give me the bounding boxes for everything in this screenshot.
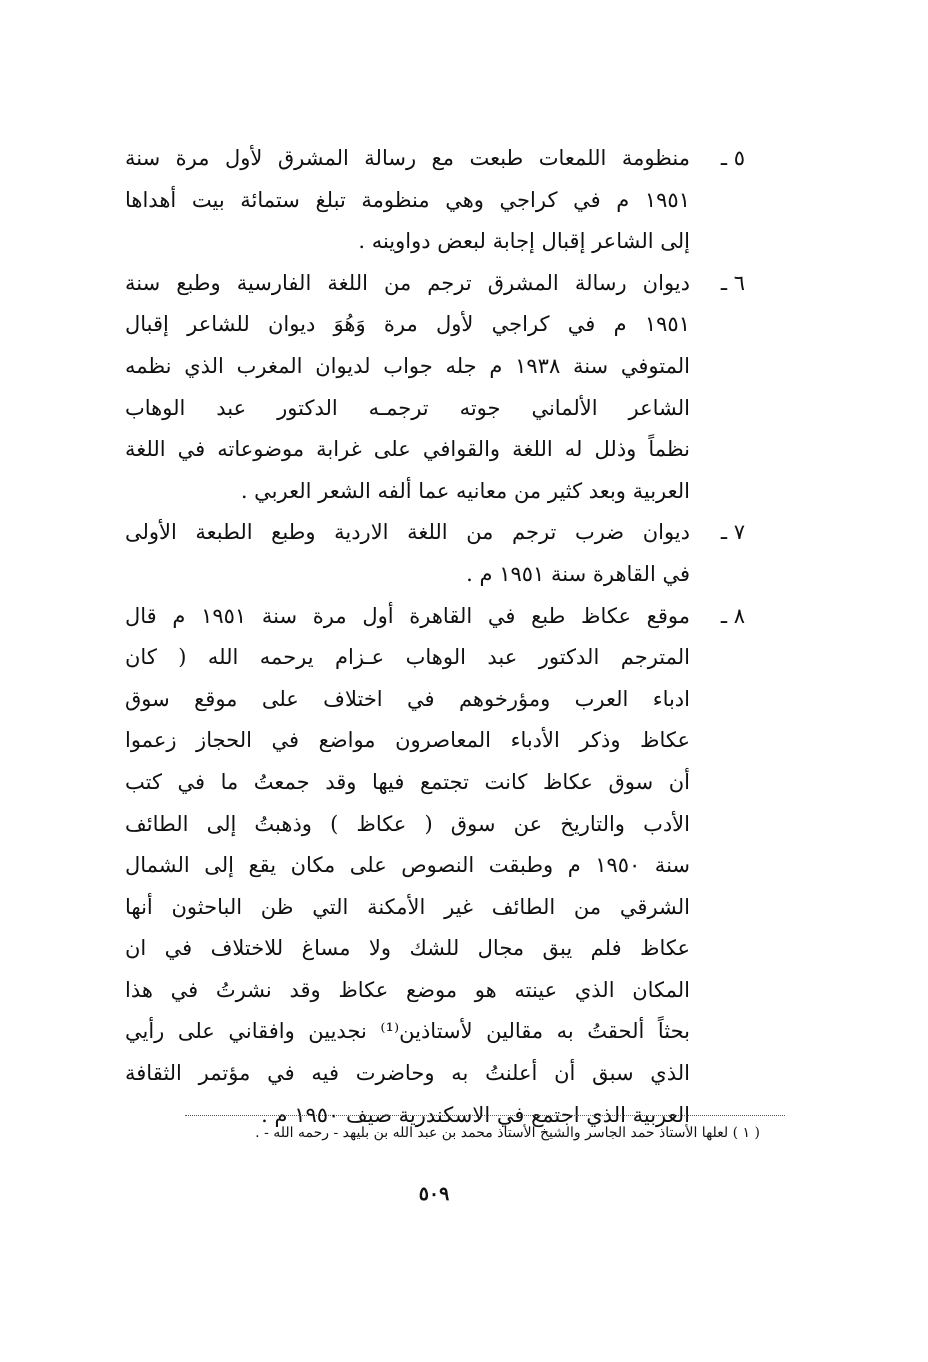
- footnote: ( ١ ) لعلها الأستاذ حمد الجاسر والشيخ الأستاذ محمد بن عبد الله بن بليهد - رحمه الله - .: [255, 1125, 760, 1141]
- text-line: الذي سبق أن أعلنتُ به وحاضرت فيه في مؤتمر الثقافة: [125, 1061, 690, 1086]
- text-line: ديوان رسالة المشرق ترجم من اللغة الفارسية وطبع سنة: [125, 270, 690, 295]
- text-line: الشرقي من الطائف غير الأمكنة التي ظن الباحثون أنها: [125, 894, 690, 919]
- text-line: سنة ١٩٥٠ م وطبقت النصوص على مكان يقع إلى الشمال: [125, 853, 690, 878]
- list-item: [125, 263, 745, 513]
- text-line: ادباء العرب ومؤرخوهم في اختلاف على موقع سوق: [125, 686, 690, 711]
- text-line: إلى الشاعر إقبال إجابة لبعض دواوينه .: [358, 229, 690, 254]
- text-line: العربية وبعد كثير من معانيه عما ألفه الشعر العربي .: [240, 478, 690, 503]
- list-item: [125, 512, 745, 595]
- text-line: الشاعر الألماني جوته ترجمـه الدكتور عبد الوهاب: [125, 395, 690, 420]
- entry-number: ٨ ـ: [720, 603, 745, 628]
- text-line: الأدب والتاريخ عن سوق ( عكاظ ) وذهبتُ إلى الطائف: [125, 811, 690, 836]
- entry-number: ٦ ـ: [720, 270, 745, 295]
- footnote-divider: [185, 1115, 785, 1116]
- text-line: المترجم الدكتور عبد الوهاب عـزام يرحمه الله ( كان: [125, 645, 690, 670]
- page-number: ٥٠٩: [418, 1183, 450, 1205]
- text-line: المتوفي سنة ١٩٣٨ م جله جواب لديوان المغرب الذي نظمه: [125, 353, 690, 378]
- text-line: المكان الذي عينته هو موضع عكاظ وقد نشرتُ في هذا: [125, 977, 690, 1002]
- text-line: ١٩٥١ م في كراجي وهي منظومة تبلغ ستمائة بيت أهداها: [125, 187, 690, 212]
- list-item: [125, 138, 745, 263]
- text-line: نظماً وذلل له اللغة والقوافي على غرابة موضوعاته في اللغة: [125, 437, 690, 462]
- text-line: عكاظ وذكر الأدباء المعاصرون مواضع في الحجاز زعموا: [125, 728, 690, 753]
- entry-number: ٥ ـ: [720, 146, 745, 170]
- list-item: [125, 596, 745, 1137]
- text-line: منظومة اللمعات طبعت مع رسالة المشرق لأول مرة سنة: [125, 146, 690, 170]
- text-line: ديوان ضرب ترجم من اللغة الاردية وطبع الطبعة الأولى: [125, 520, 690, 545]
- text-line: موقع عكاظ طبع في القاهرة أول مرة سنة ١٩٥١ م قال: [125, 603, 690, 628]
- text-line: العربية الذي اجتمع في الاسكندرية صيف ١٩٥٠ م .: [261, 1102, 690, 1127]
- text-line: أن سوق عكاظ كانت تجتمع فيها وقد جمعتُ ما في كتب: [125, 769, 690, 794]
- text-line: بحثاً ألحقتُ به مقالين لأستاذين⁽¹⁾ نجديين وافقاني على رأيي: [125, 1019, 690, 1044]
- main-text: [125, 138, 745, 1136]
- text-line: عكاظ فلم يبق مجال للشك ولا مساغ للاختلاف في ان: [125, 936, 690, 961]
- text-line: ١٩٥١ م في كراجي لأول مرة وَهُوَ ديوان للشاعر إقبال: [125, 312, 690, 337]
- text-line: في القاهرة سنة ١٩٥١ م .: [466, 561, 690, 586]
- entry-number: ٧ ـ: [720, 520, 745, 545]
